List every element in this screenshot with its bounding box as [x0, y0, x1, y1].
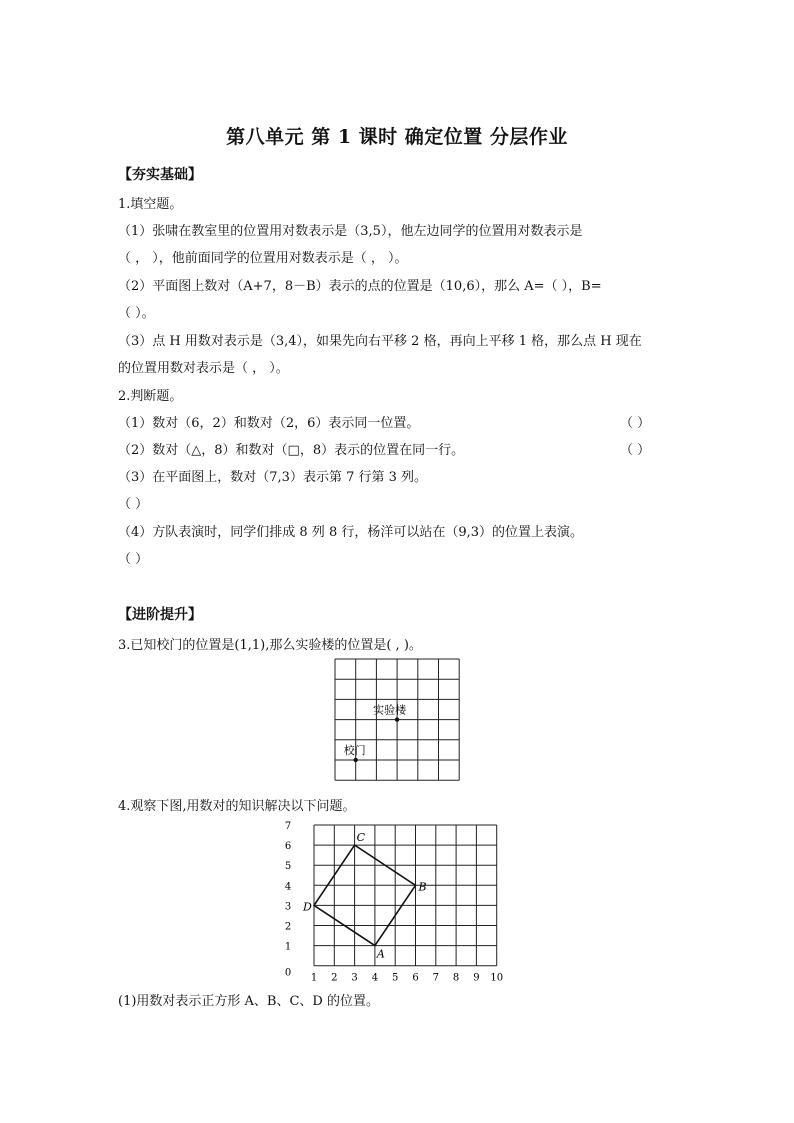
school-gate-point	[354, 758, 358, 762]
q1-heading: 1.填空题。	[118, 197, 183, 212]
q1-2-line2: （ ）。	[118, 306, 155, 321]
q2-1-text: （1）数对（6，2）和数对（2，6）表示同一位置。	[118, 416, 420, 431]
x-tick-label: 5	[392, 972, 399, 984]
x-tick-label: 1	[310, 972, 318, 984]
q1-3-line2: 的位置用数对表示是（ ， ）。	[118, 361, 289, 376]
q2-2-text: （2）数对（△，8）和数对（□，8）表示的位置在同一行。	[118, 443, 465, 458]
q2-3-answer-paren[interactable]: （ ）	[118, 497, 149, 512]
x-axis-ticks	[311, 973, 503, 984]
q3-text: 3.已知校门的位置是(1,1),那么实验楼的位置是( , )。	[118, 638, 422, 653]
vertex-label-c: C	[356, 831, 366, 845]
x-tick-label: 9	[473, 972, 480, 984]
section-basic: 【夯实基础】	[118, 167, 202, 183]
y-tick-label: 5	[284, 861, 292, 873]
section-advanced: 【进阶提升】	[118, 607, 202, 623]
school-gate-label: 校门	[343, 744, 366, 757]
x-tick-label: 4	[371, 972, 379, 984]
q2-2-answer-paren[interactable]: （ ）	[620, 443, 651, 458]
vertex-label-d: D	[303, 900, 312, 914]
x-tick-label: 8	[452, 972, 460, 984]
coordinate-grid-lines	[314, 825, 497, 966]
q2-heading: 2.判断题。	[118, 389, 183, 404]
x-tick-label: 10	[490, 972, 504, 984]
y-tick-label: 6	[284, 841, 292, 853]
y-tick-label: 7	[284, 821, 292, 832]
lab-building-point	[395, 717, 399, 721]
q4-1-text: (1)用数对表示正方形 A、B、C、D 的位置。	[118, 994, 379, 1009]
lab-building-label: 实验楼	[373, 703, 407, 717]
x-tick-label: 7	[432, 972, 439, 984]
q1-3-line1: （3）点 H 用数对表示是（3,4），如果先向右平移 2 格，再向上平移 1 格，那么点 H 现在	[118, 334, 642, 349]
q1-1-line1: （1）张啸在教室里的位置用对数表示是（3,5），他左边同学的位置用对数表示是	[118, 224, 583, 239]
q2-4-answer-paren[interactable]: （ ）	[118, 552, 149, 567]
q2-1-answer-paren[interactable]: （ ）	[620, 416, 651, 431]
y-tick-label: 1	[284, 941, 292, 953]
y-axis-ticks	[285, 821, 291, 979]
q2-3-text: （3）在平面图上，数对（7,3）表示第 7 行第 3 列。	[118, 470, 428, 485]
campus-grid-figure	[334, 658, 462, 784]
q4-text: 4.观察下图,用数对的知识解决以下问题。	[118, 799, 356, 814]
x-tick-label: 2	[331, 972, 338, 984]
coordinate-grid-figure	[276, 816, 516, 984]
x-tick-label: 6	[412, 972, 419, 984]
q1-2-line1: （2）平面图上数对（A+7，8－B）表示的点的位置是（10,6），那么 A=（ ），B=	[118, 279, 602, 294]
q2-4-text: （4）方队表演时，同学们排成 8 列 8 行，杨洋可以站在（9,3）的位置上表演。	[118, 525, 584, 540]
y-tick-label: 2	[284, 921, 292, 933]
x-tick-label: 3	[351, 972, 358, 984]
q1-1-line2: （ ， ），他前面同学的位置用对数表示是（ ， ）。	[118, 251, 408, 266]
y-tick-label: 4	[284, 881, 292, 893]
y-tick-label: 3	[284, 901, 292, 913]
square-abcd	[314, 845, 416, 946]
page-title: 第八单元 第 1 课时 确定位置 分层作业	[226, 126, 568, 148]
y-tick-label: 0	[284, 967, 292, 979]
vertex-label-a: A	[376, 947, 385, 961]
vertex-label-b: B	[418, 880, 427, 894]
